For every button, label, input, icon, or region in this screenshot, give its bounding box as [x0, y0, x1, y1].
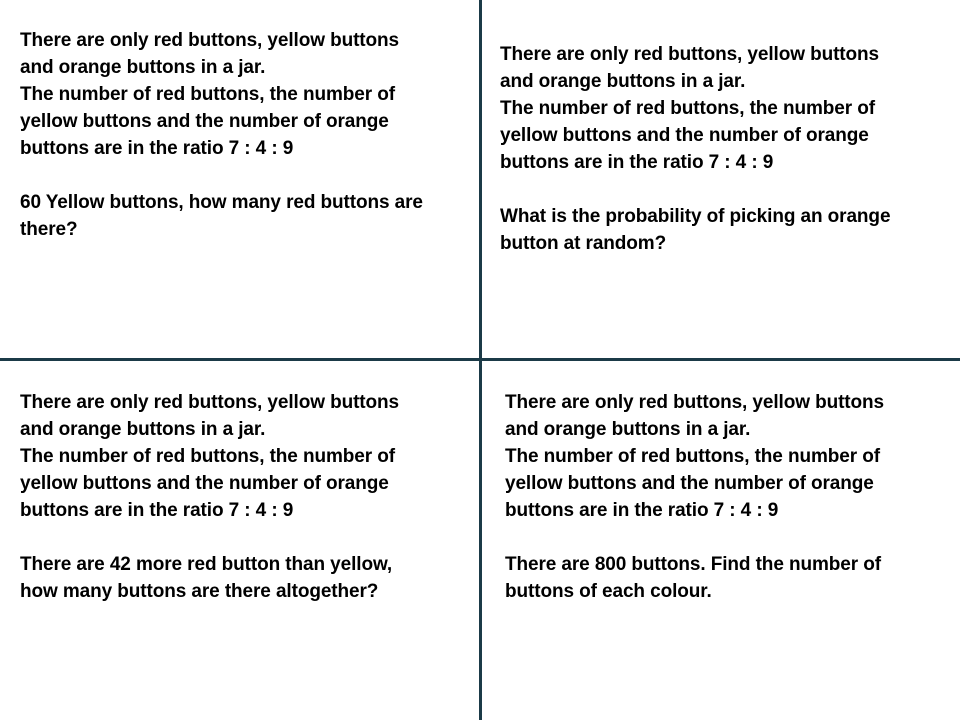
context-line: buttons are in the ratio 7 : 4 : 9: [20, 138, 294, 159]
spacer: [20, 524, 460, 551]
context-line: and orange buttons in a jar.: [20, 57, 266, 78]
spacer: [505, 524, 945, 551]
context-line: The number of red buttons, the number of: [20, 446, 395, 467]
context-line: and orange buttons in a jar.: [500, 71, 746, 92]
context-line: There are only red buttons, yellow buttons: [20, 392, 400, 413]
horizontal-divider: [0, 358, 960, 361]
context-line: buttons are in the ratio 7 : 4 : 9: [20, 500, 294, 521]
context-line: yellow buttons and the number of orange: [505, 473, 874, 494]
question-line: What is the probability of picking an orange: [500, 206, 891, 227]
context-line: yellow buttons and the number of orange: [20, 473, 389, 494]
context-line: buttons are in the ratio 7 : 4 : 9: [500, 152, 774, 173]
question-panel-bottom-right: [505, 389, 945, 605]
question-panel-top-left: [20, 27, 460, 243]
question-line: how many buttons are there altogether?: [20, 581, 379, 602]
question-line: 60 Yellow buttons, how many red buttons are: [20, 192, 423, 213]
question-panel-top-right: [500, 41, 940, 257]
context-line: There are only red buttons, yellow buttons: [20, 30, 400, 51]
spacer: [500, 176, 940, 203]
question-line: buttons of each colour.: [505, 581, 712, 602]
context-line: The number of red buttons, the number of: [500, 98, 875, 119]
question-line: button at random?: [500, 233, 667, 254]
context-line: yellow buttons and the number of orange: [20, 111, 389, 132]
context-line: There are only red buttons, yellow buttons: [505, 392, 885, 413]
question-line: There are 42 more red button than yellow,: [20, 554, 393, 575]
context-line: The number of red buttons, the number of: [20, 84, 395, 105]
context-line: and orange buttons in a jar.: [505, 419, 751, 440]
question-line: There are 800 buttons. Find the number of: [505, 554, 881, 575]
context-line: There are only red buttons, yellow buttons: [500, 44, 880, 65]
question-line: there?: [20, 219, 78, 240]
context-line: The number of red buttons, the number of: [505, 446, 880, 467]
context-line: buttons are in the ratio 7 : 4 : 9: [505, 500, 779, 521]
spacer: [20, 162, 460, 189]
context-line: yellow buttons and the number of orange: [500, 125, 869, 146]
context-line: and orange buttons in a jar.: [20, 419, 266, 440]
question-panel-bottom-left: [20, 389, 460, 605]
